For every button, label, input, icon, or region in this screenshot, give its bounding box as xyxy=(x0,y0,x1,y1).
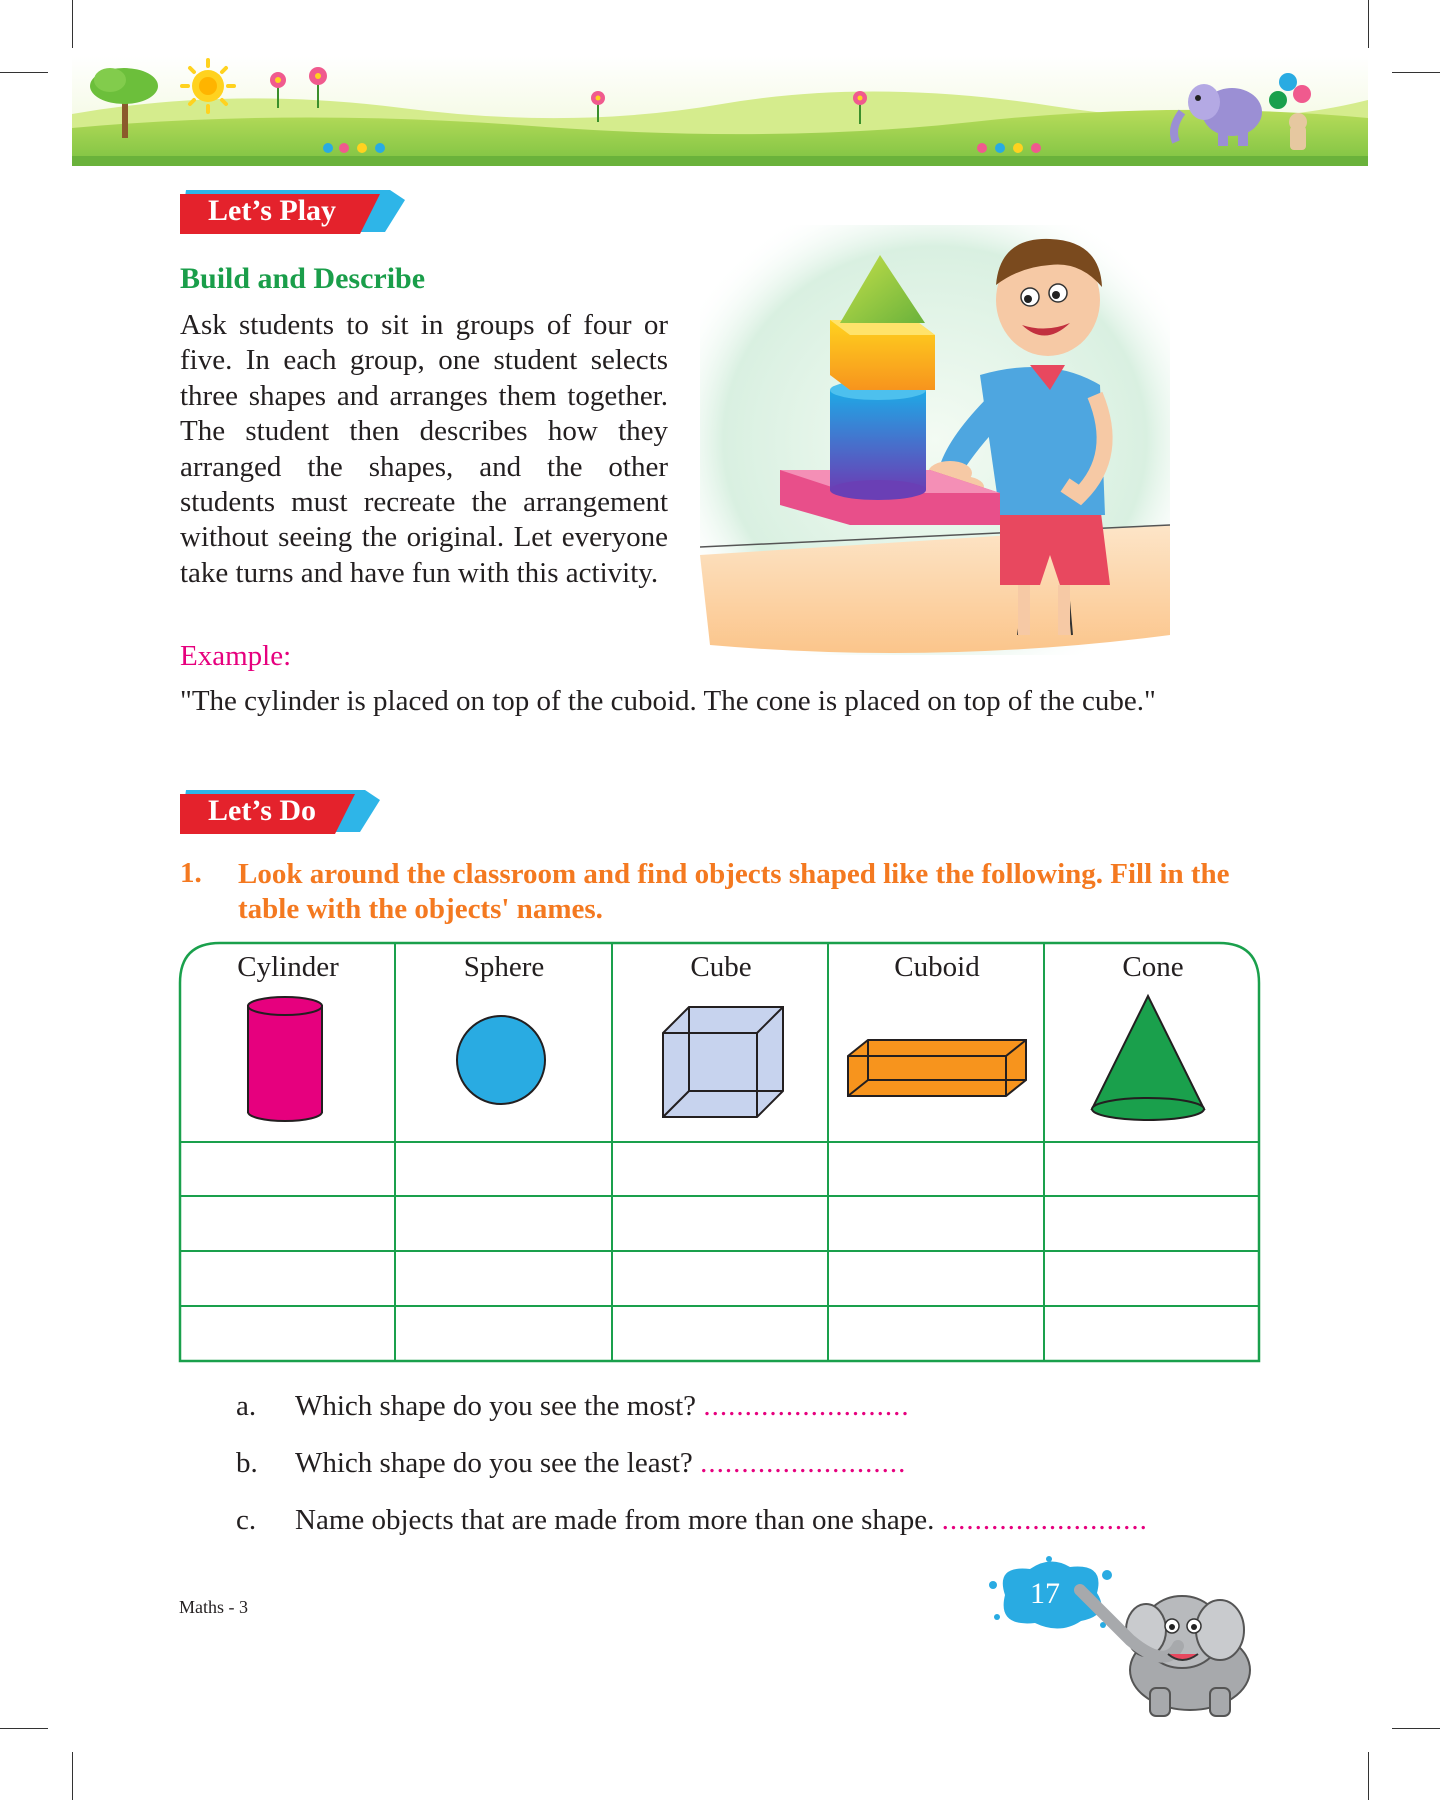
footer-book-title: Maths - 3 xyxy=(179,1597,248,1617)
crop-mark xyxy=(72,0,73,48)
column-header-cube: Cube xyxy=(690,951,752,983)
crop-mark xyxy=(1392,1728,1440,1729)
sub-question-text: Which shape do you see the most? xyxy=(295,1390,697,1422)
column-header-cone: Cone xyxy=(1122,951,1184,983)
column-header-cylinder: Cylinder xyxy=(237,951,339,983)
sub-question-letter: a. xyxy=(236,1390,257,1422)
sphere-shape-icon xyxy=(454,1013,548,1107)
crop-mark xyxy=(1368,0,1369,48)
lets-play-label: Let’s Play xyxy=(208,194,337,227)
elephant-mascot-icon xyxy=(1070,1570,1270,1720)
sub-question-text: Which shape do you see the least? xyxy=(295,1447,693,1479)
answer-blank[interactable]: ......................... xyxy=(700,1447,907,1479)
lets-play-tag xyxy=(180,188,405,234)
cylinder-shape-icon xyxy=(245,996,325,1124)
crop-mark xyxy=(0,72,48,73)
column-header-sphere: Sphere xyxy=(463,951,545,983)
cube-shape-icon xyxy=(661,1005,787,1121)
example-sentence: "The cylinder is placed on top of the cuboid. The cone is placed on top of the cube." xyxy=(180,685,1156,717)
shapes-table xyxy=(178,941,1261,1363)
sub-question-text: Name objects that are made from more than one shape. xyxy=(295,1504,935,1536)
meadow-banner-illustration xyxy=(72,56,1368,166)
boy-stacking-shapes-illustration xyxy=(700,225,1170,655)
sub-question-a xyxy=(236,1390,256,1423)
page-number: 17 xyxy=(1030,1577,1060,1610)
sub-question-c xyxy=(236,1504,256,1537)
column-header-cuboid: Cuboid xyxy=(894,951,980,983)
question-number: 1. xyxy=(180,857,202,889)
crop-mark xyxy=(72,1752,73,1800)
sub-question-letter: c. xyxy=(236,1504,257,1536)
crop-mark xyxy=(1368,1752,1369,1800)
answer-blank[interactable]: ......................... xyxy=(941,1504,1148,1536)
sub-question-b xyxy=(236,1447,258,1480)
example-label: Example: xyxy=(180,640,292,672)
activity-instructions: Ask students to sit in groups of four or five. In each group, one student selects three shapes and arranges them together. The student then describes how they arranged the shapes, and the other students must recreate the arrangement without seeing the original. Let everyone take turns and have fun with this activity. xyxy=(180,309,668,589)
section-subheading: Build and Describe xyxy=(180,262,426,295)
crop-mark xyxy=(0,1728,48,1729)
sub-question-letter: b. xyxy=(236,1447,258,1479)
lets-do-tag xyxy=(180,788,380,834)
sun-icon xyxy=(182,60,234,112)
lets-do-label: Let’s Do xyxy=(208,794,317,827)
answer-blank[interactable]: ......................... xyxy=(703,1390,910,1422)
question-text: Look around the classroom and find objects shaped like the following. Fill in the table with the objects' names. xyxy=(238,858,1230,925)
cuboid-shape-icon xyxy=(846,1038,1030,1100)
cone-shape-icon xyxy=(1089,993,1207,1123)
sub-question-c-text xyxy=(295,1504,1148,1537)
crop-mark xyxy=(1392,72,1440,73)
sub-question-b-text xyxy=(295,1447,906,1480)
sub-question-a-text xyxy=(295,1390,910,1423)
